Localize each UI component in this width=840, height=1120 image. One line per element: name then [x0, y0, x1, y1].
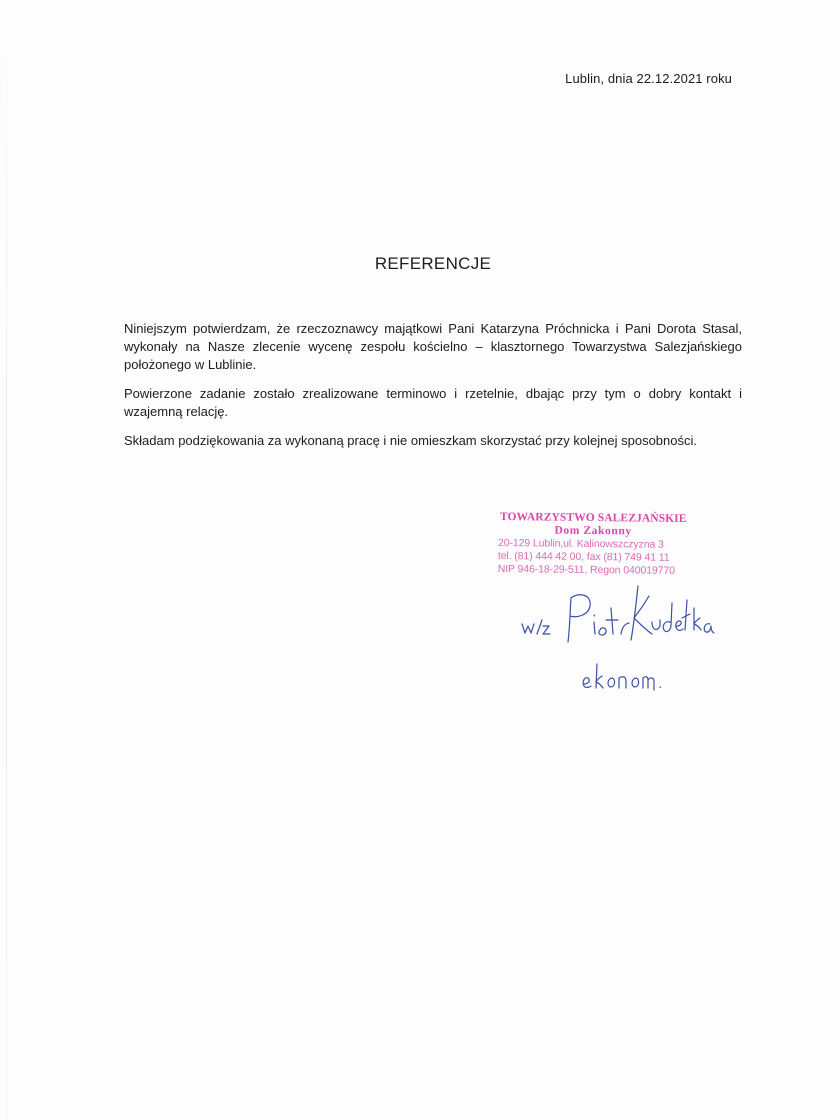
document-body [124, 320, 742, 461]
scan-edge [6, 0, 7, 1120]
paragraph-3: Składam podziękowania za wykonaną pracę i nie omieszkam skorzystać przy kolejnej sposobności. [124, 433, 697, 448]
handwritten-signature [510, 578, 730, 698]
date-line: Lublin, dnia 22.12.2021 roku [565, 71, 732, 86]
stamp-name: TOWARZYSTWO SALEZJAŃSKIE [499, 511, 687, 525]
stamp-phones: tel. (81) 444 42 00, fax (81) 749 41 11 [497, 550, 670, 564]
stamp-address: 20-129 Lublin,ul. Kalinowszczyzna 3 [497, 537, 664, 551]
institution-stamp [498, 511, 689, 578]
stamp-subtitle: Dom Zakonny [554, 524, 632, 538]
document-title: REFERENCJE [374, 254, 492, 273]
paragraph-2: Powierzone zadanie zostało zrealizowane terminowo i rzetelnie, dbając przy tym o dobry kontakt i wzajemną relację. [124, 386, 742, 419]
paragraph-1: Niniejszym potwierdzam, że rzeczoznawcy majątkowi Pani Katarzyna Próchnicka i Pani Dorota Stasal, wykonały na Nasze zlecenie wycenę zespołu kościelno – klasztornego Towarzystwa Salezjańskiego położonego w Lublinie. [124, 321, 742, 372]
stamp-ids: NIP 946-18-29-511, Regon 040019770 [497, 563, 675, 577]
